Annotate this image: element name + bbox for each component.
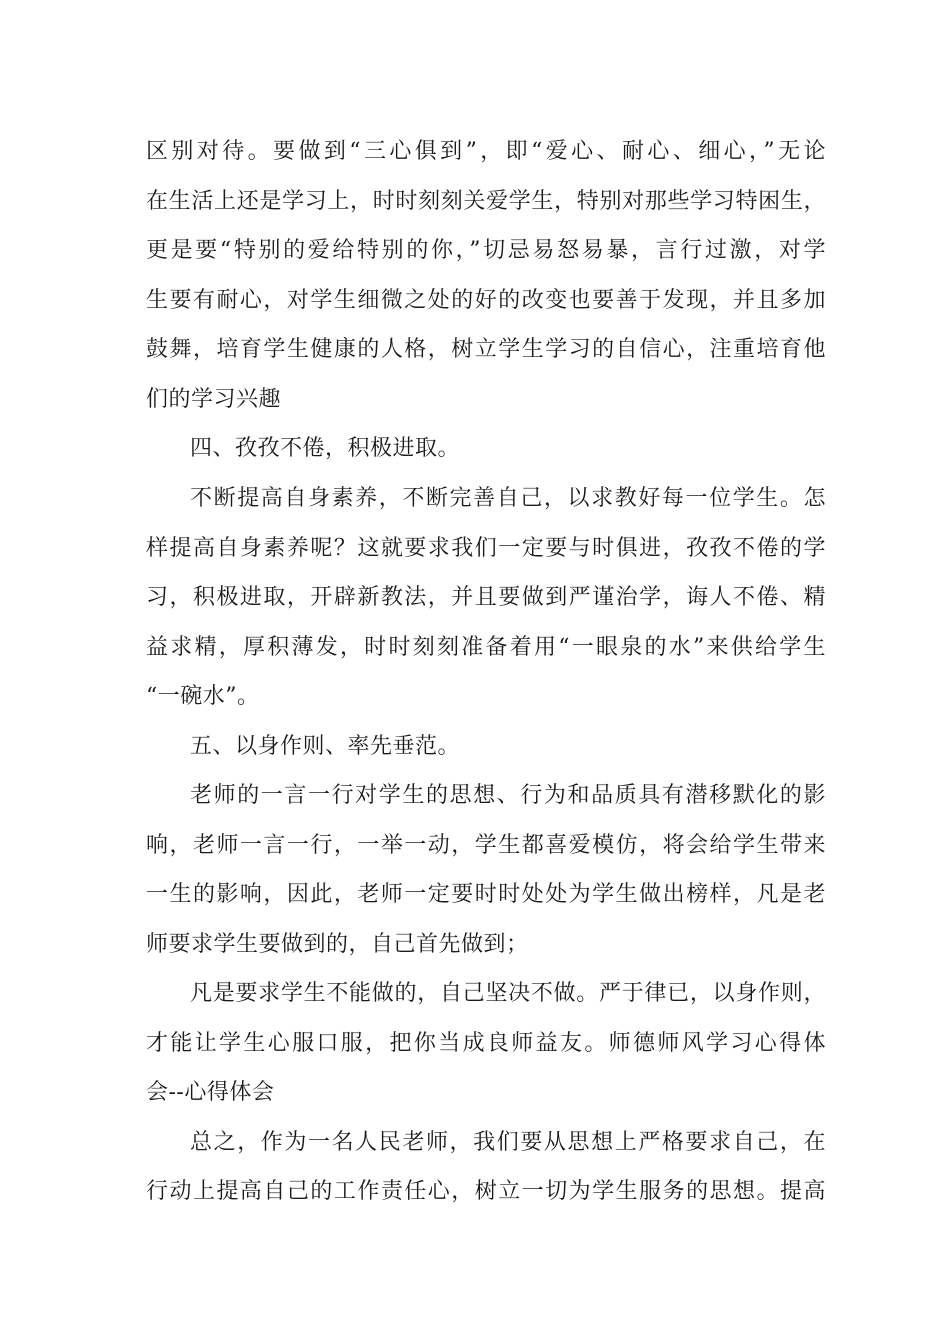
paragraph-line: 习，积极进取，开辟新教法，并且要做到严谨治学，诲人不倦、精 xyxy=(146,585,826,610)
paragraph-line: 行动上提高自己的工作责任心，树立一切为学生服务的思想。提高 xyxy=(146,1179,826,1204)
paragraph-line: “一碗水”。 xyxy=(146,684,260,709)
paragraph-line: 样提高自身素养呢？这就要求我们一定要与时俱进，孜孜不倦的学 xyxy=(146,536,826,561)
paragraph-line: 鼓舞，培育学生健康的人格，树立学生学习的自信心，注重培育他 xyxy=(146,337,826,362)
paragraph-line: 生要有耐心，对学生细微之处的好的改变也要善于发现，并且多加 xyxy=(146,288,826,313)
paragraph-line: 不断提高自身素养，不断完善自己，以求教好每一位学生。怎 xyxy=(190,486,826,511)
paragraph-line: 们的学习兴趣 xyxy=(146,387,282,412)
section-heading-5: 五、以身作则、率先垂范。 xyxy=(190,734,461,759)
paragraph-line: 师要求学生要做到的，自己首先做到； xyxy=(146,932,529,957)
paragraph-line: 总之，作为一名人民老师，我们要从思想上严格要求自己，在 xyxy=(190,1130,826,1155)
paragraph-line: 更是要“特别的爱给特别的你，”切忌易怒易暴，言行过激，对学 xyxy=(146,238,826,263)
paragraph-line: 凡是要求学生不能做的，自己坚决不做。严于律已，以身作则， xyxy=(190,981,826,1006)
paragraph-line: 区别对待。要做到“三心俱到”，即“爱心、耐心、细心，”无论 xyxy=(146,139,826,164)
paragraph-line: 会--心得体会 xyxy=(146,1080,275,1105)
paragraph-line: 在生活上还是学习上，时时刻刻关爱学生，特别对那些学习特困生， xyxy=(146,189,826,214)
paragraph-line: 老师的一言一行对学生的思想、行为和品质具有潜移默化的影 xyxy=(190,783,826,808)
paragraph-line: 一生的影响，因此，老师一定要时时处处为学生做出榜样，凡是老 xyxy=(146,882,826,907)
paragraph-line: 响，老师一言一行，一举一动，学生都喜爱模仿，将会给学生带来 xyxy=(146,833,826,858)
paragraph-line: 才能让学生心服口服，把你当成良师益友。师德师风学习心得体 xyxy=(146,1031,826,1056)
section-heading-4: 四、孜孜不倦，积极进取。 xyxy=(190,436,461,461)
paragraph-line: 益求精，厚积薄发，时时刻刻准备着用“一眼泉的水”来供给学生 xyxy=(146,635,826,660)
